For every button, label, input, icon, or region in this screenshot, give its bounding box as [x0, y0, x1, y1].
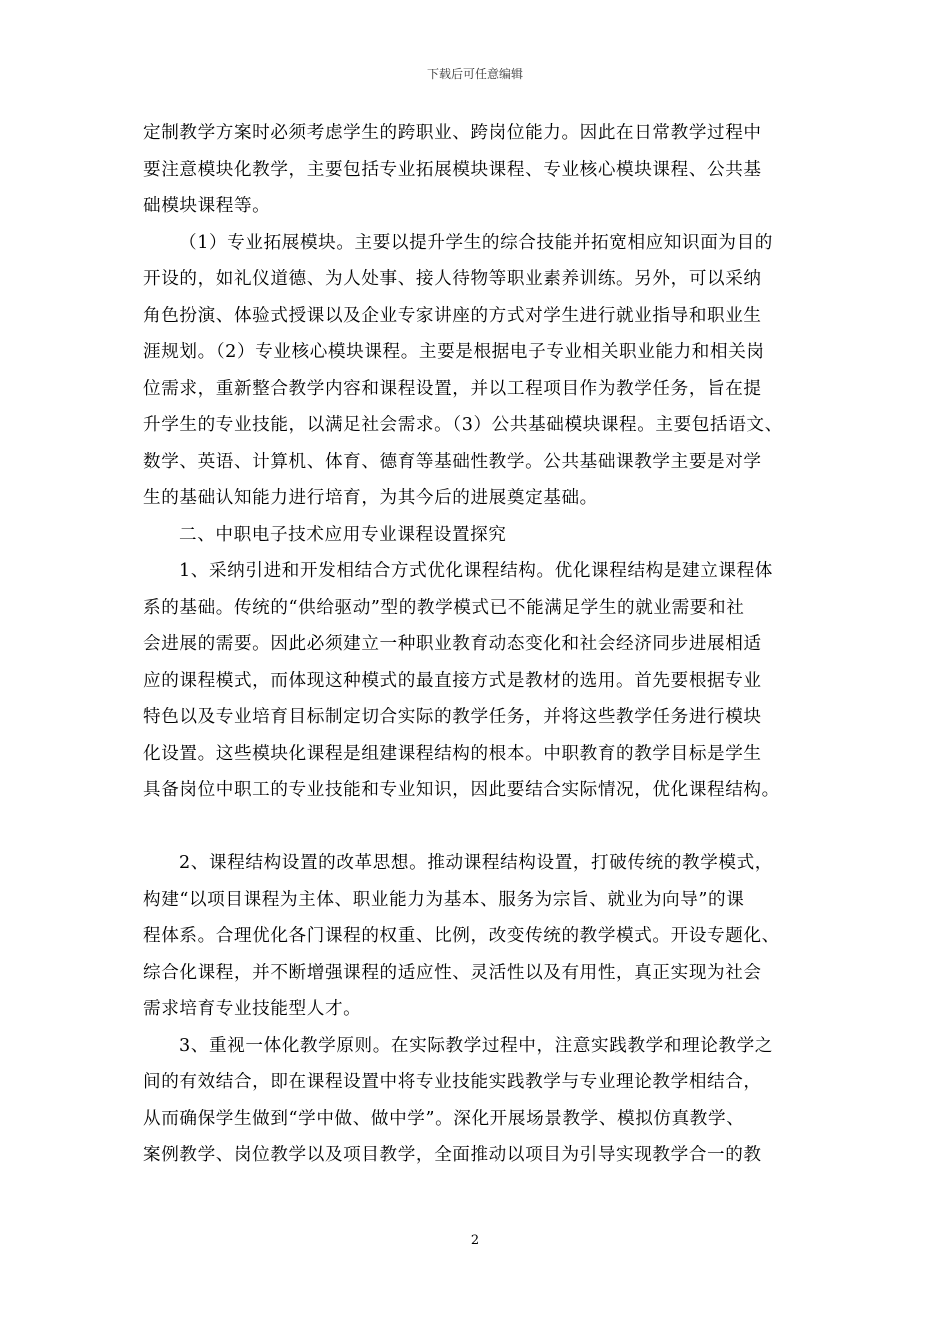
text-line: 要注意模块化教学，主要包括专业拓展模块课程、专业核心模块课程、公共基 [143, 159, 762, 180]
page-header: 下载后可任意编辑 [426, 67, 523, 81]
text-line: 需求培育专业技能型人才。 [143, 999, 362, 1019]
text-line: 间的有效结合，即在课程设置中将专业技能实践教学与专业理论教学相结合， [143, 1072, 762, 1092]
text-line: 具备岗位中职工的专业技能和专业知识，因此要结合实际情况，优化课程结构。 [143, 780, 780, 800]
text-line: 升学生的专业技能，以满足社会需求。（3）公共基础模块课程。主要包括语文、 [143, 415, 783, 435]
text-line: 生的基础认知能力进行培育，为其今后的进展奠定基础。 [143, 488, 598, 508]
text-line: 综合化课程，并不断增强课程的适应性、灵活性以及有用性，真正实现为社会 [143, 962, 762, 983]
text-line: 位需求，重新整合教学内容和课程设置，并以工程项目作为教学任务，旨在提 [143, 378, 762, 399]
text-line: 从而确保学生做到“学中做、做中学”。深化开展场景教学、模拟仿真教学、 [143, 1108, 745, 1129]
paragraph-start-line: 2、课程结构设置的改革思想。推动课程结构设置，打破传统的教学模式， [179, 853, 773, 873]
text-line: 特色以及专业培育目标制定切合实际的教学任务，并将这些教学任务进行模块 [143, 707, 762, 727]
paragraph-start-line: 3、重视一体化教学原则。在实际教学过程中，注意实践教学和理论教学之 [179, 1035, 773, 1056]
paragraph-start-line: （1）专业拓展模块。主要以提升学生的综合技能并拓宽相应知识面为目的 [179, 232, 773, 253]
text-line: 会进展的需要。因此必须建立一种职业教育动态变化和社会经济同步进展相适 [143, 634, 762, 654]
text-line: 案例教学、岗位教学以及项目教学，全面推动以项目为引导实现教学合一的教 [143, 1145, 762, 1165]
page-number: 2 [470, 1233, 480, 1248]
text-line: 程体系。合理优化各门课程的权重、比例，改变传统的教学模式。开设专题化、 [143, 926, 780, 946]
blank-line [143, 809, 813, 846]
text-line: 涯规划。（2）专业核心模块课程。主要是根据电子专业相关职业能力和相关岗 [143, 342, 765, 362]
text-line: 开设的，如礼仪道德、为人处事、接人待物等职业素养训练。另外，可以采纳 [143, 269, 762, 289]
text-line: 数学、英语、计算机、体育、德育等基础性教学。公共基础课教学主要是对学 [143, 451, 762, 472]
text-line: 构建“以项目课程为主体、职业能力为基本、服务为宗旨、就业为向导”的课 [143, 889, 745, 910]
section-heading: 二、中职电子技术应用专业课程设置探究 [179, 524, 507, 545]
paragraph-start-line: 1、采纳引进和开发相结合方式优化课程结构。优化课程结构是建立课程体 [179, 561, 773, 581]
text-line: 化设置。这些模块化课程是组建课程结构的根本。中职教育的教学目标是学生 [143, 743, 762, 764]
text-line: 角色扮演、体验式授课以及企业专家讲座的方式对学生进行就业指导和职业生 [143, 305, 762, 326]
text-line: 定制教学方案时必须考虑学生的跨职业、跨岗位能力。因此在日常教学过程中 [143, 123, 762, 143]
text-line: 应的课程模式，而体现这种模式的最直接方式是教材的选用。首先要根据专业 [143, 670, 762, 691]
document-body [143, 115, 813, 1174]
text-line: 础模块课程等。 [143, 196, 271, 216]
text-line: 系的基础。传统的“供给驱动”型的教学模式已不能满足学生的就业需要和社 [143, 597, 745, 618]
